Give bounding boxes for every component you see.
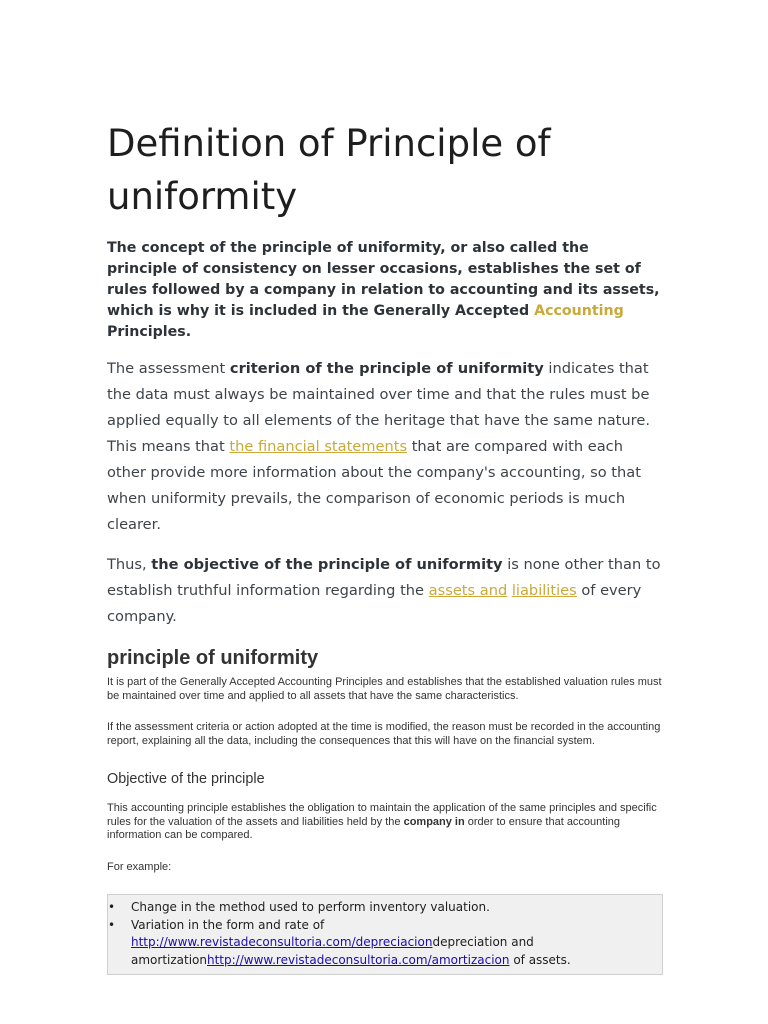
depreciacion-link[interactable]: http://www.revistadeconsultoria.com/depreciacion — [131, 935, 433, 949]
example-list — [108, 899, 662, 969]
list-item-text: Variation in the form and rate of — [131, 917, 325, 932]
para1-bold: criterion of the principle of uniformity — [229, 360, 544, 377]
small3-text-1: This accounting principle establishes the obligation to maintain the application of the same principles and specific rules for the valuation of the assets and liabilities held by the — [107, 802, 657, 828]
gaap-paragraph: It is part of the Generally Accepted Accounting Principles and establishes that the established valuation rules must be maintained over time and applied to all assets that have the same characteristics. — [107, 676, 662, 702]
lead-text-end: Principles. — [107, 324, 192, 340]
small3-bold: company in — [403, 815, 465, 828]
modification-paragraph: If the assessment criteria or action adopted at the time is modified, the reason must be recorded in the accounting report, explaining all the data, including the consequences that this will have on the financial system. — [107, 721, 661, 747]
para1-text-2: indicates that the data must always be maintained over time and that the rules must be applied equally to all elements of the heritage that have the same nature. This means that — [107, 360, 650, 455]
list-item-text: depreciation and amortization — [131, 935, 534, 967]
para2-text-2: is none other than to establish truthful information regarding the — [107, 556, 661, 599]
bullet-icon: • — [108, 900, 116, 914]
list-item-text: of assets. — [509, 952, 571, 967]
section-heading: principle of uniformity — [107, 647, 319, 669]
objective-paragraph — [107, 552, 663, 630]
list-item-text: Change in the method used to perform inventory valuation. — [131, 900, 490, 914]
financial-statements-link[interactable]: the financial statements — [229, 438, 408, 455]
liabilities-link[interactable]: liabilities — [511, 582, 577, 599]
assets-link[interactable]: assets and — [428, 582, 508, 599]
para1-text-1: The assessment — [107, 360, 230, 377]
list-item — [108, 899, 662, 917]
lead-paragraph — [107, 238, 663, 343]
accounting-highlight: Accounting — [534, 303, 624, 319]
page-title: Definition of Principle of uniformity — [107, 122, 551, 218]
small3-text-2: order to ensure that accounting information can be compared. — [107, 815, 621, 841]
article-content — [107, 117, 663, 975]
para2-text-1: Thus, — [107, 556, 152, 573]
assessment-paragraph — [107, 356, 663, 538]
example-box — [107, 894, 663, 975]
para1-text-3: that are compared with each other provide more information about the company's accounting, so that when uniformity prevails, the comparison of economic periods is much clearer. — [107, 438, 641, 533]
for-example-label: For example: — [107, 860, 172, 873]
list-item — [108, 917, 662, 970]
objective-heading: Objective of the principle — [107, 771, 265, 787]
para2-text-4: of every company. — [107, 582, 642, 625]
obligation-paragraph — [107, 802, 663, 843]
amortizacion-link[interactable]: http://www.revistadeconsultoria.com/amortizacion — [207, 952, 510, 967]
bullet-icon: • — [108, 917, 116, 932]
para2-bold: the objective of the principle of uniformity — [151, 556, 503, 573]
lead-text: The concept of the principle of uniformity, or also called the principle of consistency on lesser occasions, establishes the set of rules followed by a company in relation to accounting and its assets, which is why it is included in the Generally Accepted — [107, 240, 660, 319]
